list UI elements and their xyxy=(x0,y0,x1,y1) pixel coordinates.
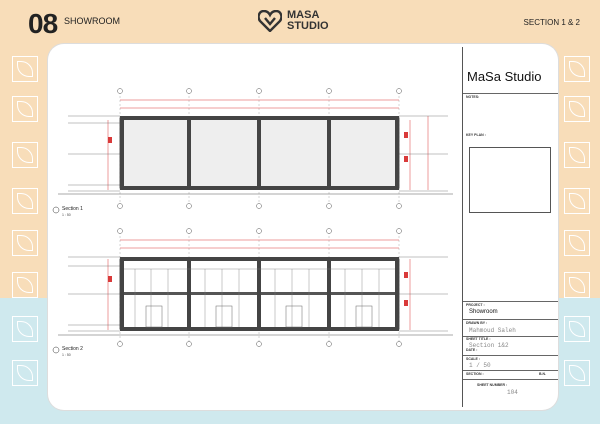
page-subtitle: SECTION 1 & 2 xyxy=(523,18,580,27)
decor-tile xyxy=(564,230,590,256)
decor-tile xyxy=(12,188,38,214)
section-2-scale: 1 : 50 xyxy=(62,353,71,357)
decor-tile xyxy=(12,272,38,298)
section-1-drawing xyxy=(58,89,453,209)
scale-value: 1 / 50 xyxy=(469,362,491,369)
section-suffix: B.N. xyxy=(539,372,546,376)
decor-tile xyxy=(564,272,590,298)
title-block-brand: MaSa Studio xyxy=(467,69,542,84)
decor-tile xyxy=(564,316,590,342)
section-2-drawing xyxy=(58,229,453,347)
sheet-title-label: SHEET TITLE : xyxy=(466,337,491,341)
section-1-scale: 1 : 50 xyxy=(62,213,71,217)
page-title: SHOWROOM xyxy=(64,16,120,26)
decor-tile xyxy=(12,56,38,82)
logo-line-1: MASA xyxy=(287,9,320,21)
decor-tile xyxy=(12,96,38,122)
section-label: SECTION : xyxy=(466,372,484,376)
decor-tile xyxy=(12,316,38,342)
sheet-number-value: 104 xyxy=(507,389,518,396)
decor-tile xyxy=(564,56,590,82)
section-1-title: Section 1 xyxy=(62,206,83,212)
decor-tile xyxy=(564,96,590,122)
drawn-by-label: DRAWN BY : xyxy=(466,321,488,325)
decor-tile xyxy=(12,230,38,256)
drawn-by-value: Mahmoud Saleh xyxy=(469,327,516,334)
notes-label: NOTES: xyxy=(466,95,480,99)
drawing-sheet xyxy=(48,44,558,410)
section-2-marker-icon xyxy=(53,347,59,353)
decor-tile xyxy=(12,142,38,168)
date-label: DATE : xyxy=(466,348,478,352)
decor-tile xyxy=(12,360,38,386)
key-plan-label: KEY PLAN : xyxy=(466,133,486,137)
section-drawings xyxy=(48,44,462,410)
section-2-title: Section 2 xyxy=(62,346,83,352)
decor-tile xyxy=(564,142,590,168)
key-plan-box xyxy=(469,147,551,213)
logo-line-2: STUDIO xyxy=(287,20,329,32)
sheet-number-label: SHEET NUMBER : xyxy=(477,383,508,387)
decor-tile xyxy=(564,188,590,214)
decor-tile xyxy=(564,360,590,386)
title-block xyxy=(462,47,558,407)
project-label: PROJECT : xyxy=(466,303,485,307)
section-1-marker-icon xyxy=(53,207,59,213)
heart-logo-icon xyxy=(258,10,282,32)
project-value: Showroom xyxy=(469,309,498,315)
sheet-title-value: Section 1&2 xyxy=(469,342,509,349)
studio-logo xyxy=(258,10,329,32)
page-number: 08 xyxy=(28,8,58,39)
scale-label: SCALE : xyxy=(466,357,480,361)
